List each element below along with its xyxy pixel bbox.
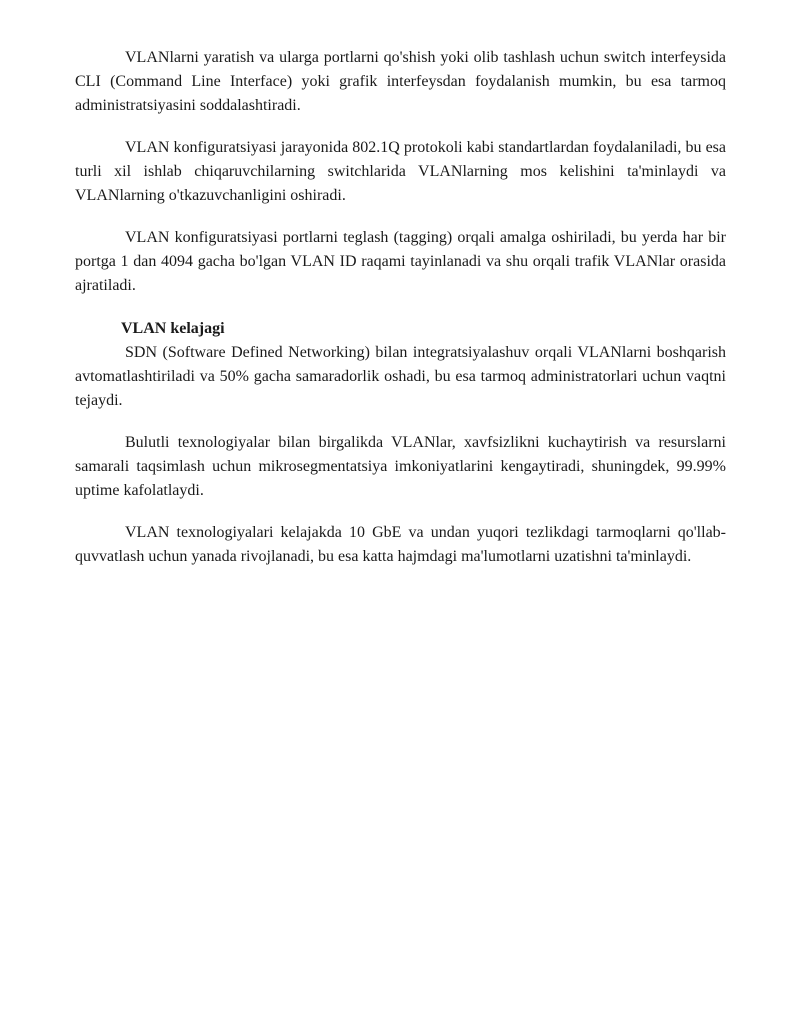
- paragraph-vlan-creation: VLANlarni yaratish va ularga portlarni qo'shish yoki olib tashlash uchun switch interfeysida CLI (Command Line Interface) yoki grafik interfeysdan foydalanish mumkin, bu esa tarmoq administratsiyasini soddalashtiradi.: [75, 49, 726, 114]
- paragraph-sdn: SDN (Software Defined Networking) bilan integratsiyalashuv orqali VLANlarni boshqarish avtomatlashtiriladi va 50% gacha samaradorlik oshadi, bu esa tarmoq administratorlari uchun vaqtni tejaydi.: [75, 344, 726, 409]
- document-page: [75, 46, 726, 569]
- paragraph-vlan-tagging: VLAN konfiguratsiyasi portlarni teglash (tagging) orqali amalga oshiriladi, bu yerda har bir portga 1 dan 4094 gacha bo'lgan VLAN ID raqami tayinlanadi va shu orqali trafik VLANlar orasida ajratiladi.: [75, 229, 726, 294]
- paragraph-cloud: Bulutli texnologiyalar bilan birgalikda VLANlar, xavfsizlikni kuchaytirish va resurslarni samarali taqsimlash uchun mikrosegmentatsiya imkoniyatlarini kengaytiradi, shuningdek, 99.99% uptime kafolatlaydi.: [75, 434, 726, 499]
- paragraph-vlan-8021q: VLAN konfiguratsiyasi jarayonida 802.1Q protokoli kabi standartlardan foydalaniladi, bu esa turli xil ishlab chiqaruvchilarning switchlarida VLANlarning mos kelishini ta'minlaydi va VLANlarning o'tkazuvchanligini oshiradi.: [75, 139, 726, 204]
- paragraph-10gbe: VLAN texnologiyalari kelajakda 10 GbE va undan yuqori tezlikdagi tarmoqlarni qo'llab-quvvatlash uchun yanada rivojlanadi, bu esa katta hajmdagi ma'lumotlarni uzatishni ta'minlaydi.: [75, 524, 726, 565]
- section-heading-vlan-future: VLAN kelajagi: [121, 320, 225, 337]
